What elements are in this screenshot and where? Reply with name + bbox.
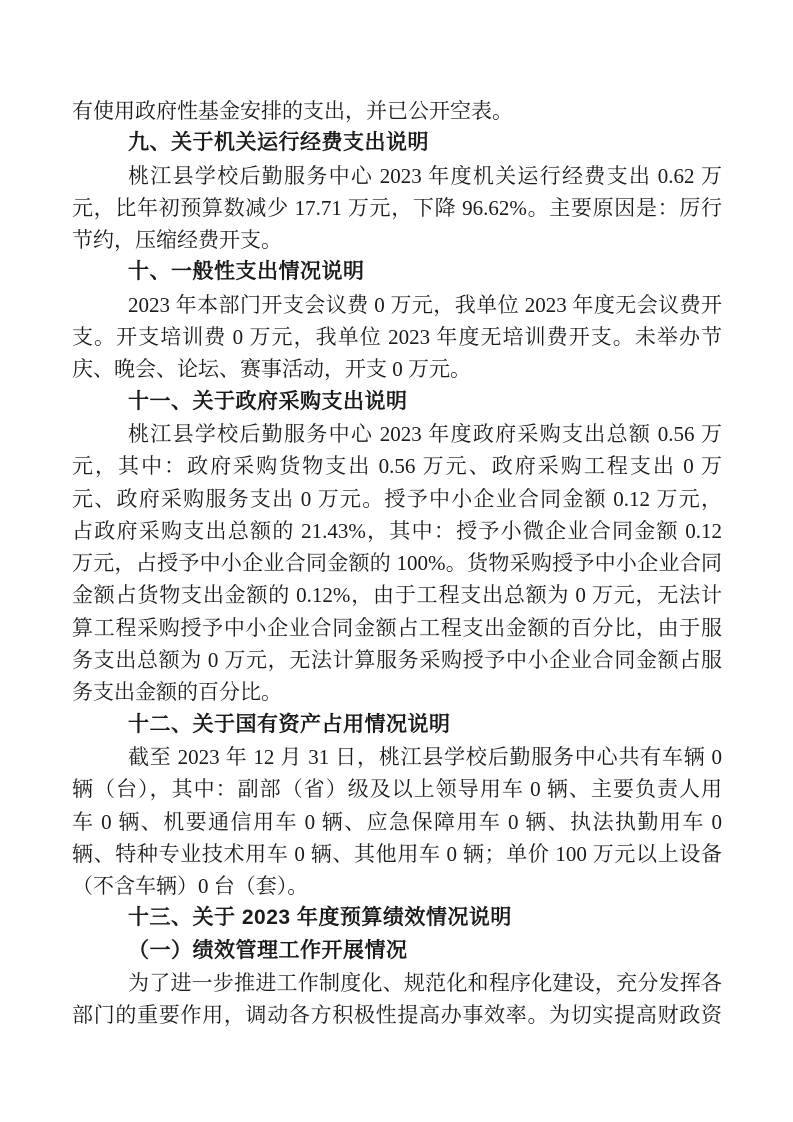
paragraph-line: 2023 年本部门开支会议费 0 万元，我单位 2023 年度无会议费开 — [128, 292, 722, 317]
paragraph-line: 车 0 辆、机要通信用车 0 辆、应急保障用车 0 辆、执法执勤用车 0 — [72, 809, 722, 834]
paragraph-line: 占政府采购支出总额的 21.43%，其中：授予小微企业合同金额 0.12 — [72, 518, 722, 543]
paragraph-line: 为了进一步推进工作制度化、规范化和程序化建设，充分发挥各 — [128, 971, 722, 996]
paragraph-line: 截至 2023 年 12 月 31 日，桃江县学校后勤服务中心共有车辆 0 — [128, 744, 722, 769]
section-heading-10: 十、一般性支出情况说明 — [128, 260, 365, 284]
section-heading-13: 十三、关于 2023 年度预算绩效情况说明 — [128, 906, 512, 930]
paragraph-line: 辆（台），其中：副部（省）级及以上领导用车 0 辆、主要负责人用 — [72, 777, 722, 802]
paragraph-line: 元，其中：政府采购货物支出 0.56 万元、政府采购工程支出 0 万 — [72, 454, 722, 479]
paragraph-line: 桃江县学校后勤服务中心 2023 年度政府采购支出总额 0.56 万 — [128, 421, 722, 446]
paragraph-line: 元、政府采购服务支出 0 万元。授予中小企业合同金额 0.12 万元， — [72, 486, 722, 511]
paragraph-line: 金额占货物支出金额的 0.12%，由于工程支出总额为 0 万元，无法计 — [72, 583, 722, 608]
section-heading-11: 十一、关于政府采购支出说明 — [128, 389, 408, 413]
subsection-heading-13-1: （一）绩效管理工作开展情况 — [128, 938, 408, 962]
paragraph-line: 万元，占授予中小企业合同金额的 100%。货物采购授予中小企业合同 — [72, 551, 722, 576]
paragraph-line: 算工程采购授予中小企业合同金额占工程支出金额的百分比，由于服 — [72, 615, 722, 640]
paragraph-line: 务支出总额为 0 万元，无法计算服务采购授予中小企业合同金额占服 — [72, 648, 722, 673]
paragraph-line: 节约，压缩经费开支。 — [72, 228, 282, 253]
paragraph-line: 元，比年初预算数减少 17.71 万元，下降 96.62%。主要原因是：厉行 — [72, 195, 722, 220]
paragraph-line: 庆、晚会、论坛、赛事活动，开支 0 万元。 — [72, 357, 471, 382]
section-heading-9: 九、关于机关运行经费支出说明 — [128, 131, 429, 155]
paragraph-line: 务支出金额的百分比。 — [72, 680, 282, 705]
paragraph-line: 辆、特种专业技术用车 0 辆、其他用车 0 辆；单价 100 万元以上设备 — [72, 841, 722, 866]
paragraph-line: 支。开支培训费 0 万元，我单位 2023 年度无培训费开支。未举办节 — [72, 325, 722, 350]
section-heading-12: 十二、关于国有资产占用情况说明 — [128, 712, 451, 736]
paragraph-line: 部门的重要作用，调动各方积极性提高办事效率。为切实提高财政资 — [72, 1003, 722, 1028]
paragraph-line: （不含车辆）0 台（套）。 — [72, 874, 309, 899]
paragraph-line: 桃江县学校后勤服务中心 2023 年度机关运行经费支出 0.62 万 — [128, 163, 722, 188]
paragraph-line: 有使用政府性基金安排的支出，并已公开空表。 — [72, 99, 513, 123]
